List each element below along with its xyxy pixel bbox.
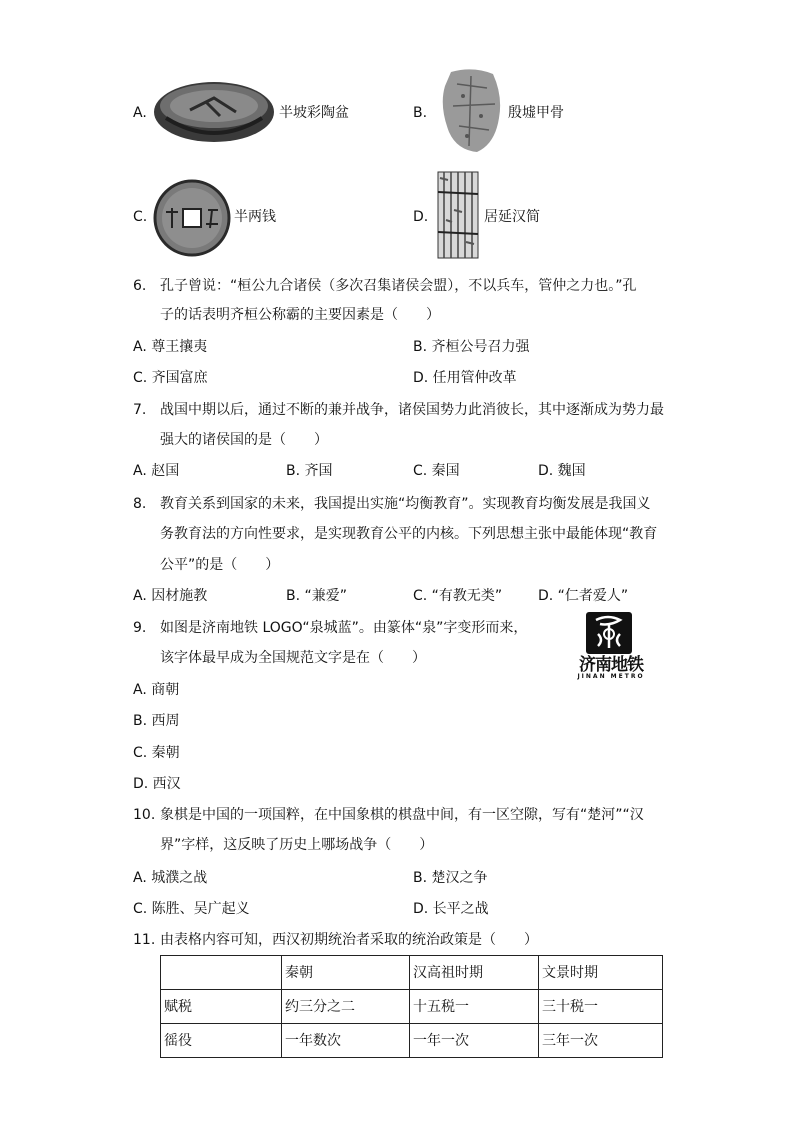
q7-number: 7.	[133, 402, 147, 418]
q8-stem-line1: 教育关系到国家的未来，我国提出实施“均衡教育”。实现教育均衡发展是我国义	[160, 496, 651, 512]
q11-stem: 由表格内容可知，西汉初期统治者采取的统治政策是（ ）	[160, 932, 538, 948]
q6-option-c[interactable]: C. 齐国富庶	[133, 370, 208, 386]
q8-stem-line3: 公平”的是（ ）	[160, 557, 280, 573]
q10-option-a[interactable]: A. 城濮之战	[133, 870, 208, 886]
table-header-cell: 汉高祖时期	[410, 956, 539, 990]
q9-stem-line2: 该字体最早成为全国规范文字是在（ ）	[160, 650, 426, 666]
q6-stem-line2: 子的话表明齐桓公称霸的主要因素是（ ）	[160, 307, 440, 323]
pottery-basin-image	[150, 76, 278, 144]
q10-number: 10.	[133, 807, 156, 823]
q8-option-a[interactable]: A. 因材施教	[133, 588, 208, 604]
table-cell: 十五税一	[410, 990, 539, 1024]
jinan-metro-logo	[561, 612, 661, 682]
option-a-letter: A.	[133, 105, 147, 121]
q10-stem-line2: 界”字样，这反映了历史上哪场战争（ ）	[160, 837, 434, 853]
logo-chinese-text: 济南地铁	[579, 655, 643, 675]
table-header-cell	[161, 956, 282, 990]
option-b-letter: B.	[413, 105, 428, 121]
q11-number: 11.	[133, 932, 156, 948]
bamboo-slips-image	[436, 170, 480, 260]
q8-option-b[interactable]: B. “兼爱”	[286, 588, 348, 604]
option-c-label: 半两钱	[234, 209, 276, 225]
q9-option-d[interactable]: D. 西汉	[133, 776, 181, 792]
option-d-letter: D.	[413, 209, 429, 225]
banliang-coin-image	[152, 178, 232, 258]
q6-stem-line1: 孔子曾说：“桓公九合诸侯（多次召集诸侯会盟），不以兵车，管仲之力也。”孔	[160, 278, 637, 294]
q6-number: 6.	[133, 278, 147, 294]
table-cell: 一年一次	[410, 1024, 539, 1058]
q10-option-b[interactable]: B. 楚汉之争	[413, 870, 488, 886]
q10-stem-line1: 象棋是中国的一项国粹，在中国象棋的棋盘中间，有一区空隙，写有“楚河”“汉	[160, 807, 644, 823]
q6-option-d[interactable]: D. 任用管仲改革	[413, 370, 517, 386]
table-cell: 三十税一	[539, 990, 663, 1024]
q9-option-c[interactable]: C. 秦朝	[133, 745, 180, 761]
logo-mark-icon	[586, 612, 632, 654]
q8-number: 8.	[133, 496, 147, 512]
table-cell: 三年一次	[539, 1024, 663, 1058]
q8-option-d[interactable]: D. “仁者爱人”	[538, 588, 629, 604]
q7-option-c[interactable]: C. 秦国	[413, 463, 460, 479]
q7-option-b[interactable]: B. 齐国	[286, 463, 333, 479]
oracle-bone-image	[437, 66, 505, 154]
q7-stem-line2: 强大的诸侯国的是（ ）	[160, 432, 328, 448]
option-b-label: 殷墟甲骨	[508, 105, 564, 121]
table-cell: 徭役	[161, 1024, 282, 1058]
table-cell: 赋税	[161, 990, 282, 1024]
q7-option-d[interactable]: D. 魏国	[538, 463, 586, 479]
q6-option-a[interactable]: A. 尊王攘夷	[133, 339, 208, 355]
q10-option-d[interactable]: D. 长平之战	[413, 901, 489, 917]
option-d-label: 居延汉简	[484, 209, 540, 225]
policy-table	[160, 955, 663, 1058]
table-header-cell: 秦朝	[282, 956, 410, 990]
option-c-letter: C.	[133, 209, 148, 225]
table-cell: 一年数次	[282, 1024, 410, 1058]
q9-option-b[interactable]: B. 西周	[133, 713, 180, 729]
table-row	[161, 1024, 663, 1058]
q8-stem-line2: 务教育法的方向性要求，是实现教育公平的内核。下列思想主张中最能体现“教育	[160, 526, 658, 542]
option-a-label: 半坡彩陶盆	[279, 105, 349, 121]
table-header-row	[161, 956, 663, 990]
logo-english-text: JINAN METRO	[577, 673, 645, 680]
q6-option-b[interactable]: B. 齐桓公号召力强	[413, 339, 530, 355]
q10-option-c[interactable]: C. 陈胜、吴广起义	[133, 901, 250, 917]
table-cell: 约三分之二	[282, 990, 410, 1024]
q8-option-c[interactable]: C. “有教无类”	[413, 588, 503, 604]
q9-number: 9.	[133, 620, 147, 636]
table-row	[161, 990, 663, 1024]
q9-stem-line1: 如图是济南地铁 LOGO“泉城蓝”。由篆体“泉”字变形而来，	[160, 620, 528, 636]
table-header-cell: 文景时期	[539, 956, 663, 990]
q9-option-a[interactable]: A. 商朝	[133, 682, 180, 698]
q7-option-a[interactable]: A. 赵国	[133, 463, 180, 479]
q7-stem-line1: 战国中期以后，通过不断的兼并战争，诸侯国势力此消彼长，其中逐渐成为势力最	[160, 402, 664, 418]
